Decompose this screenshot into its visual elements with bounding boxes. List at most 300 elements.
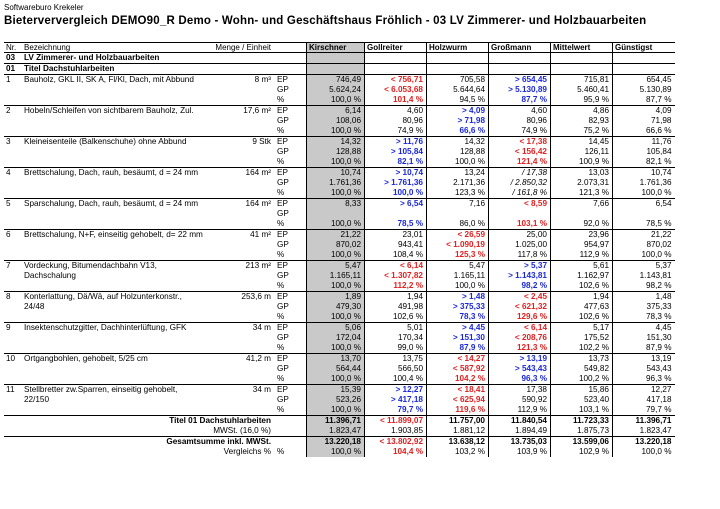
bid-value: 549,82 bbox=[551, 364, 613, 374]
bid-value: 375,33 bbox=[613, 302, 675, 312]
total-row bbox=[4, 426, 675, 437]
total-label: Gesamtsumme inkl. MWSt. bbox=[22, 437, 274, 448]
bid-value: 590,92 bbox=[489, 395, 551, 405]
total-value: 11.723,33 bbox=[551, 416, 613, 427]
price-type-label: GP bbox=[277, 85, 289, 94]
total-spacer bbox=[4, 426, 22, 437]
bid-value: > 12,27 bbox=[365, 385, 427, 396]
total-label: Titel 01 Dachstuhlarbeiten bbox=[22, 416, 274, 427]
bid-value: 705,58 bbox=[427, 75, 489, 86]
bid-value: 943,41 bbox=[365, 240, 427, 250]
bid-value: < 1.090,19 bbox=[427, 240, 489, 250]
total-value: 100,0 % bbox=[613, 447, 675, 457]
bid-value: 17,38 bbox=[489, 385, 551, 396]
bid-value: / 2.850,32 bbox=[489, 178, 551, 188]
bid-value: 128,88 bbox=[307, 147, 365, 157]
bid-value: 1.165,11 bbox=[307, 271, 365, 281]
bid-value: 5,01 bbox=[365, 323, 427, 334]
bid-value: 5,06 bbox=[307, 323, 365, 334]
bid-value: < 6,14 bbox=[365, 261, 427, 272]
bid-value bbox=[551, 209, 613, 219]
price-type-label: % bbox=[277, 157, 285, 166]
bid-value: 121,4 % bbox=[489, 157, 551, 168]
bid-value: 100,0 % bbox=[307, 188, 365, 199]
bid-value: 100,0 % bbox=[427, 281, 489, 292]
bid-value: 100,0 % bbox=[307, 374, 365, 385]
price-type-label: EP bbox=[274, 106, 307, 117]
bid-value: 78,3 % bbox=[613, 312, 675, 323]
bid-value: 1,89 bbox=[307, 292, 365, 303]
position-description: Hobeln/Schleifen von sichtbarem Bauholz, Zul. bbox=[22, 106, 207, 137]
position-description: Brettschalung, N+F, einseitig gehobelt, d= 22 mm bbox=[22, 230, 207, 261]
price-type-label: EP bbox=[274, 354, 307, 365]
bid-value: < 17,38 bbox=[489, 137, 551, 148]
bid-value: 1.025,00 bbox=[489, 240, 551, 250]
bid-value: 96,3 % bbox=[613, 374, 675, 385]
price-type-label: EP bbox=[274, 261, 307, 272]
bid-value: 13,24 bbox=[427, 168, 489, 179]
bid-value: 80,96 bbox=[489, 116, 551, 126]
total-value: 11.396,71 bbox=[613, 416, 675, 427]
bid-value: < 587,92 bbox=[427, 364, 489, 374]
bid-value: 5.460,41 bbox=[551, 85, 613, 95]
bid-value: 14,32 bbox=[427, 137, 489, 148]
position-nr: 5 bbox=[4, 199, 22, 230]
price-type-label: EP bbox=[274, 75, 307, 86]
bid-value: 98,2 % bbox=[489, 281, 551, 292]
total-value: 11.840,54 bbox=[489, 416, 551, 427]
header-bidder: Günstigst bbox=[613, 43, 675, 53]
total-value: 11.396,71 bbox=[307, 416, 365, 427]
bid-value: 10,74 bbox=[307, 168, 365, 179]
bid-value: 10,74 bbox=[613, 168, 675, 179]
bid-value: 78,5 % bbox=[613, 219, 675, 230]
bid-value: 151,30 bbox=[613, 333, 675, 343]
bid-value: 103,1 % bbox=[551, 405, 613, 416]
bid-value: 95,9 % bbox=[551, 95, 613, 106]
bid-value: > 5,37 bbox=[489, 261, 551, 272]
bid-value: 1.761,36 bbox=[613, 178, 675, 188]
bid-value: 80,96 bbox=[365, 116, 427, 126]
header-bezeichnung: Bezeichnung bbox=[22, 43, 207, 53]
lv-label: LV Zimmerer- und Holzbauarbeiten bbox=[22, 53, 307, 64]
bid-value: > 375,33 bbox=[427, 302, 489, 312]
bid-value: 1.162,97 bbox=[551, 271, 613, 281]
bid-value: 100,9 % bbox=[551, 157, 613, 168]
bid-value bbox=[613, 209, 675, 219]
position-description: Bauholz, GKL II, SK A, Fl/Kl, Dach, mit Abbund bbox=[22, 75, 207, 106]
price-type-label: % bbox=[277, 250, 285, 259]
bid-value: 746,49 bbox=[307, 75, 365, 86]
bid-value: < 26,59 bbox=[427, 230, 489, 241]
position-row bbox=[4, 168, 675, 179]
price-type-label: % bbox=[277, 405, 285, 414]
bid-value: / 161,8 % bbox=[489, 188, 551, 199]
total-value: 104,4 % bbox=[365, 447, 427, 457]
position-description: Vordeckung, Bitumendachbahn V13, Dachschalung bbox=[22, 261, 207, 292]
total-value: 1.894,49 bbox=[489, 426, 551, 437]
position-quantity: 34 m bbox=[207, 385, 274, 416]
bid-value: < 625,94 bbox=[427, 395, 489, 405]
total-spacer bbox=[4, 447, 22, 457]
bid-value: 102,2 % bbox=[551, 343, 613, 354]
total-value: 1.881,12 bbox=[427, 426, 489, 437]
bid-value: > 4,09 bbox=[427, 106, 489, 117]
bid-value: > 1.761,36 bbox=[365, 178, 427, 188]
total-value: 13.599,06 bbox=[551, 437, 613, 448]
bid-value: 103,1 % bbox=[489, 219, 551, 230]
bid-value: 4,45 bbox=[613, 323, 675, 334]
company-name: Softwareburo Krekeler bbox=[4, 3, 84, 12]
bid-value: 123,3 % bbox=[427, 188, 489, 199]
price-type-label: GP bbox=[277, 116, 289, 125]
total-value: 100,0 % bbox=[307, 447, 365, 457]
bid-value: > 10,74 bbox=[365, 168, 427, 179]
bid-value: 100,0 % bbox=[307, 95, 365, 106]
bid-value: 13,70 bbox=[307, 354, 365, 365]
bid-value: 66,6 % bbox=[427, 126, 489, 137]
bid-value: 104,2 % bbox=[427, 374, 489, 385]
bid-value: > 4,45 bbox=[427, 323, 489, 334]
position-row bbox=[4, 292, 675, 303]
bid-value: > 6,54 bbox=[365, 199, 427, 210]
bid-value: 75,2 % bbox=[551, 126, 613, 137]
bid-value: 86,0 % bbox=[427, 219, 489, 230]
bid-value: 1.165,11 bbox=[427, 271, 489, 281]
bid-value: 566,50 bbox=[365, 364, 427, 374]
bid-value: 1,48 bbox=[613, 292, 675, 303]
bid-value: < 18,41 bbox=[427, 385, 489, 396]
total-row bbox=[4, 437, 675, 448]
total-label: Vergleichs % bbox=[223, 447, 271, 456]
bid-value: 78,5 % bbox=[365, 219, 427, 230]
price-type-label: EP bbox=[274, 385, 307, 396]
bid-value: 4,60 bbox=[365, 106, 427, 117]
position-row bbox=[4, 323, 675, 334]
position-nr: 2 bbox=[4, 106, 22, 137]
bid-value: 105,84 bbox=[613, 147, 675, 157]
bid-value: 5.644,64 bbox=[427, 85, 489, 95]
price-type-label: % bbox=[277, 281, 285, 290]
total-value: 1.903,85 bbox=[365, 426, 427, 437]
bid-value: < 156,42 bbox=[489, 147, 551, 157]
bid-value: 25,00 bbox=[489, 230, 551, 241]
bid-value: 15,39 bbox=[307, 385, 365, 396]
bid-value: 82,1 % bbox=[365, 157, 427, 168]
bid-value: 112,2 % bbox=[365, 281, 427, 292]
bid-value: 102,6 % bbox=[365, 312, 427, 323]
bid-value: < 6.053,68 bbox=[365, 85, 427, 95]
position-nr: 3 bbox=[4, 137, 22, 168]
bid-value: 523,40 bbox=[551, 395, 613, 405]
title-label: Titel Dachstuhlarbeiten bbox=[22, 64, 307, 75]
bid-value: 108,4 % bbox=[365, 250, 427, 261]
bid-value: 100,0 % bbox=[307, 250, 365, 261]
price-type-label: GP bbox=[277, 364, 289, 373]
position-row bbox=[4, 199, 675, 210]
price-type-label: EP bbox=[274, 168, 307, 179]
total-value: 13.735,03 bbox=[489, 437, 551, 448]
bid-value: 100,0 % bbox=[307, 219, 365, 230]
total-spacer bbox=[4, 437, 22, 448]
total-value: 13.220,18 bbox=[613, 437, 675, 448]
price-type-label: GP bbox=[277, 147, 289, 156]
bid-value: 21,22 bbox=[613, 230, 675, 241]
position-description: Insektenschutzgitter, Dachhinterlüftung, GFK bbox=[22, 323, 207, 354]
bid-value: 102,6 % bbox=[551, 281, 613, 292]
total-value: 1.875,73 bbox=[551, 426, 613, 437]
bid-value: 523,26 bbox=[307, 395, 365, 405]
bid-value: 4,86 bbox=[551, 106, 613, 117]
bid-value: 87,7 % bbox=[613, 95, 675, 106]
bid-value: 87,7 % bbox=[489, 95, 551, 106]
total-row bbox=[4, 447, 675, 457]
position-row bbox=[4, 385, 675, 396]
bid-value: 100,0 % bbox=[307, 157, 365, 168]
bid-value: > 105,84 bbox=[365, 147, 427, 157]
position-nr: 4 bbox=[4, 168, 22, 199]
total-value: 1.823,47 bbox=[307, 426, 365, 437]
price-type-label: GP bbox=[277, 302, 289, 311]
position-quantity: 213 m² bbox=[207, 261, 274, 292]
price-type-label: GP bbox=[277, 271, 289, 280]
total-type-label: % bbox=[277, 447, 285, 456]
bid-value: 100,0 % bbox=[307, 312, 365, 323]
position-quantity: 41,2 m bbox=[207, 354, 274, 385]
total-value: 13.638,12 bbox=[427, 437, 489, 448]
bid-value: 6,14 bbox=[307, 106, 365, 117]
bid-value: > 151,30 bbox=[427, 333, 489, 343]
total-row bbox=[4, 416, 675, 427]
bid-value: 5,37 bbox=[613, 261, 675, 272]
bid-value: 870,02 bbox=[307, 240, 365, 250]
bid-value: < 208,76 bbox=[489, 333, 551, 343]
bid-value: 79,7 % bbox=[613, 405, 675, 416]
header-menge: Menge / Einheit bbox=[207, 43, 274, 53]
position-quantity: 34 m bbox=[207, 323, 274, 354]
bid-value: 5.130,89 bbox=[613, 85, 675, 95]
price-type-label: % bbox=[277, 374, 285, 383]
position-description: Ortgangbohlen, gehobelt, 5/25 cm bbox=[22, 354, 207, 385]
bid-value: > 71,98 bbox=[427, 116, 489, 126]
bid-value: 172,04 bbox=[307, 333, 365, 343]
price-type-label: GP bbox=[277, 178, 289, 187]
bid-value: / 17,38 bbox=[489, 168, 551, 179]
bid-value: 78,3 % bbox=[427, 312, 489, 323]
bid-value: > 654,45 bbox=[489, 75, 551, 86]
bid-value: 13,73 bbox=[551, 354, 613, 365]
price-type-label: GP bbox=[277, 240, 289, 249]
position-quantity: 8 m³ bbox=[207, 75, 274, 106]
bid-value: 417,18 bbox=[613, 395, 675, 405]
header-nr: Nr. bbox=[4, 43, 22, 53]
bid-value: 7,66 bbox=[551, 199, 613, 210]
bid-value: 23,96 bbox=[551, 230, 613, 241]
header-row bbox=[4, 43, 675, 53]
header-bidder: Kirschner bbox=[307, 43, 365, 53]
bid-value: 5,47 bbox=[427, 261, 489, 272]
price-type-label: % bbox=[277, 126, 285, 135]
bid-value bbox=[489, 209, 551, 219]
bid-value: > 5.130,89 bbox=[489, 85, 551, 95]
position-quantity: 9 Stk bbox=[207, 137, 274, 168]
bid-value: 2.171,36 bbox=[427, 178, 489, 188]
position-row bbox=[4, 230, 675, 241]
total-value: 13.220,18 bbox=[307, 437, 365, 448]
bid-value: 870,02 bbox=[613, 240, 675, 250]
total-type-label bbox=[274, 426, 307, 437]
price-type-label: % bbox=[277, 95, 285, 104]
bid-value: 5,61 bbox=[551, 261, 613, 272]
total-label: MWSt. (16,0 %) bbox=[213, 426, 271, 435]
bid-value: < 621,32 bbox=[489, 302, 551, 312]
bid-value: 100,4 % bbox=[365, 374, 427, 385]
position-quantity: 164 m² bbox=[207, 199, 274, 230]
bid-value: 14,32 bbox=[307, 137, 365, 148]
bid-value: > 1,48 bbox=[427, 292, 489, 303]
position-nr: 10 bbox=[4, 354, 22, 385]
price-type-label: EP bbox=[274, 137, 307, 148]
bid-value: 479,30 bbox=[307, 302, 365, 312]
bid-value: 82,93 bbox=[551, 116, 613, 126]
bid-value: 92,0 % bbox=[551, 219, 613, 230]
bid-value: 15,86 bbox=[551, 385, 613, 396]
position-nr: 6 bbox=[4, 230, 22, 261]
bid-value: 96,3 % bbox=[489, 374, 551, 385]
bid-value: 170,34 bbox=[365, 333, 427, 343]
bid-value: 87,9 % bbox=[613, 343, 675, 354]
position-quantity: 17,6 m² bbox=[207, 106, 274, 137]
bid-value: 94,5 % bbox=[427, 95, 489, 106]
bid-value: 125,3 % bbox=[427, 250, 489, 261]
bid-value: 8,33 bbox=[307, 199, 365, 210]
price-type-label: % bbox=[277, 343, 285, 352]
bid-value: 564,44 bbox=[307, 364, 365, 374]
header-bidder: Gollreiter bbox=[365, 43, 427, 53]
bid-value: 102,6 % bbox=[551, 312, 613, 323]
position-description: Sparschalung, Dach, rauh, besäumt, d = 24 mm bbox=[22, 199, 207, 230]
position-row bbox=[4, 75, 675, 86]
bid-value: 477,63 bbox=[551, 302, 613, 312]
position-description: Konterlattung, Dä/Wä, auf Holzunterkonstr., 24/48 bbox=[22, 292, 207, 323]
bid-value: < 1.307,82 bbox=[365, 271, 427, 281]
bid-value: 100,0 % bbox=[613, 188, 675, 199]
bid-value: 4,09 bbox=[613, 106, 675, 117]
bid-value: 100,0 % bbox=[307, 405, 365, 416]
bid-comparison-table bbox=[4, 42, 675, 457]
price-type-label: EP bbox=[274, 230, 307, 241]
bid-value: 13,03 bbox=[551, 168, 613, 179]
position-row bbox=[4, 106, 675, 117]
page-title: Bieterververgleich DEMO90_R Demo - Wohn- und Geschäftshaus Fröhlich - 03 LV Zimmerer- und Holzbauarbeiten bbox=[4, 15, 647, 27]
bid-value: 5,17 bbox=[551, 323, 613, 334]
bid-value: < 8,59 bbox=[489, 199, 551, 210]
bid-value: 100,0 % bbox=[365, 188, 427, 199]
price-type-label: % bbox=[277, 312, 285, 321]
bid-value: 543,43 bbox=[613, 364, 675, 374]
bid-value: < 6,14 bbox=[489, 323, 551, 334]
bid-value: 715,81 bbox=[551, 75, 613, 86]
bid-value: 87,9 % bbox=[427, 343, 489, 354]
bid-value: 121,3 % bbox=[489, 343, 551, 354]
bid-value: 4,60 bbox=[489, 106, 551, 117]
position-nr: 8 bbox=[4, 292, 22, 323]
bid-value: 954,97 bbox=[551, 240, 613, 250]
total-spacer bbox=[4, 416, 22, 427]
position-nr: 9 bbox=[4, 323, 22, 354]
bid-value: > 11,76 bbox=[365, 137, 427, 148]
bid-value: 13,75 bbox=[365, 354, 427, 365]
lv-nr: 03 bbox=[4, 53, 22, 64]
bid-value: 14,45 bbox=[551, 137, 613, 148]
position-row bbox=[4, 261, 675, 272]
bid-value: 129,6 % bbox=[489, 312, 551, 323]
position-row bbox=[4, 137, 675, 148]
bid-value bbox=[307, 209, 365, 219]
price-type-label: GP bbox=[277, 395, 289, 404]
bid-value: 117,8 % bbox=[489, 250, 551, 261]
bid-value: 100,0 % bbox=[307, 343, 365, 354]
price-type-label: EP bbox=[274, 199, 307, 210]
bid-value: 100,0 % bbox=[307, 281, 365, 292]
bid-value: 79,7 % bbox=[365, 405, 427, 416]
bid-value: 119,6 % bbox=[427, 405, 489, 416]
bid-value: 71,98 bbox=[613, 116, 675, 126]
bid-value: 100,0 % bbox=[613, 250, 675, 261]
bid-value: 1,94 bbox=[365, 292, 427, 303]
bid-value: < 2,45 bbox=[489, 292, 551, 303]
bid-value: 12,27 bbox=[613, 385, 675, 396]
title-row bbox=[4, 64, 675, 75]
bid-value: 100,0 % bbox=[307, 126, 365, 137]
position-nr: 7 bbox=[4, 261, 22, 292]
bid-value: 1.143,81 bbox=[613, 271, 675, 281]
bid-value: 101,4 % bbox=[365, 95, 427, 106]
bid-value: 491,98 bbox=[365, 302, 427, 312]
price-type-label: GP bbox=[277, 333, 289, 342]
bid-value: 108,06 bbox=[307, 116, 365, 126]
bid-value: 112,9 % bbox=[489, 405, 551, 416]
bid-value: 82,1 % bbox=[613, 157, 675, 168]
bid-value: 126,11 bbox=[551, 147, 613, 157]
bid-value: 5.624,24 bbox=[307, 85, 365, 95]
header-bidder: Großmann bbox=[489, 43, 551, 53]
position-quantity: 253,6 m bbox=[207, 292, 274, 323]
bid-value: > 543,43 bbox=[489, 364, 551, 374]
header-bidder: Holzwurm bbox=[427, 43, 489, 53]
position-row bbox=[4, 354, 675, 365]
bid-value: < 14,27 bbox=[427, 354, 489, 365]
bid-value: 112,9 % bbox=[551, 250, 613, 261]
bid-value: 66,6 % bbox=[613, 126, 675, 137]
total-type-label bbox=[274, 416, 307, 427]
bid-value: > 417,18 bbox=[365, 395, 427, 405]
price-type-label: GP bbox=[277, 209, 289, 218]
bid-value: 121,3 % bbox=[551, 188, 613, 199]
position-nr: 11 bbox=[4, 385, 22, 416]
price-type-label: EP bbox=[274, 292, 307, 303]
position-quantity: 164 m² bbox=[207, 168, 274, 199]
bid-value: 7,16 bbox=[427, 199, 489, 210]
header-bidder: Mittelwert bbox=[551, 43, 613, 53]
price-type-label: % bbox=[277, 188, 285, 197]
bid-value: > 13,19 bbox=[489, 354, 551, 365]
position-quantity: 41 m² bbox=[207, 230, 274, 261]
total-value: 102,9 % bbox=[551, 447, 613, 457]
bid-value: 13,19 bbox=[613, 354, 675, 365]
total-value: < 11.899,07 bbox=[365, 416, 427, 427]
bid-value: 23,01 bbox=[365, 230, 427, 241]
